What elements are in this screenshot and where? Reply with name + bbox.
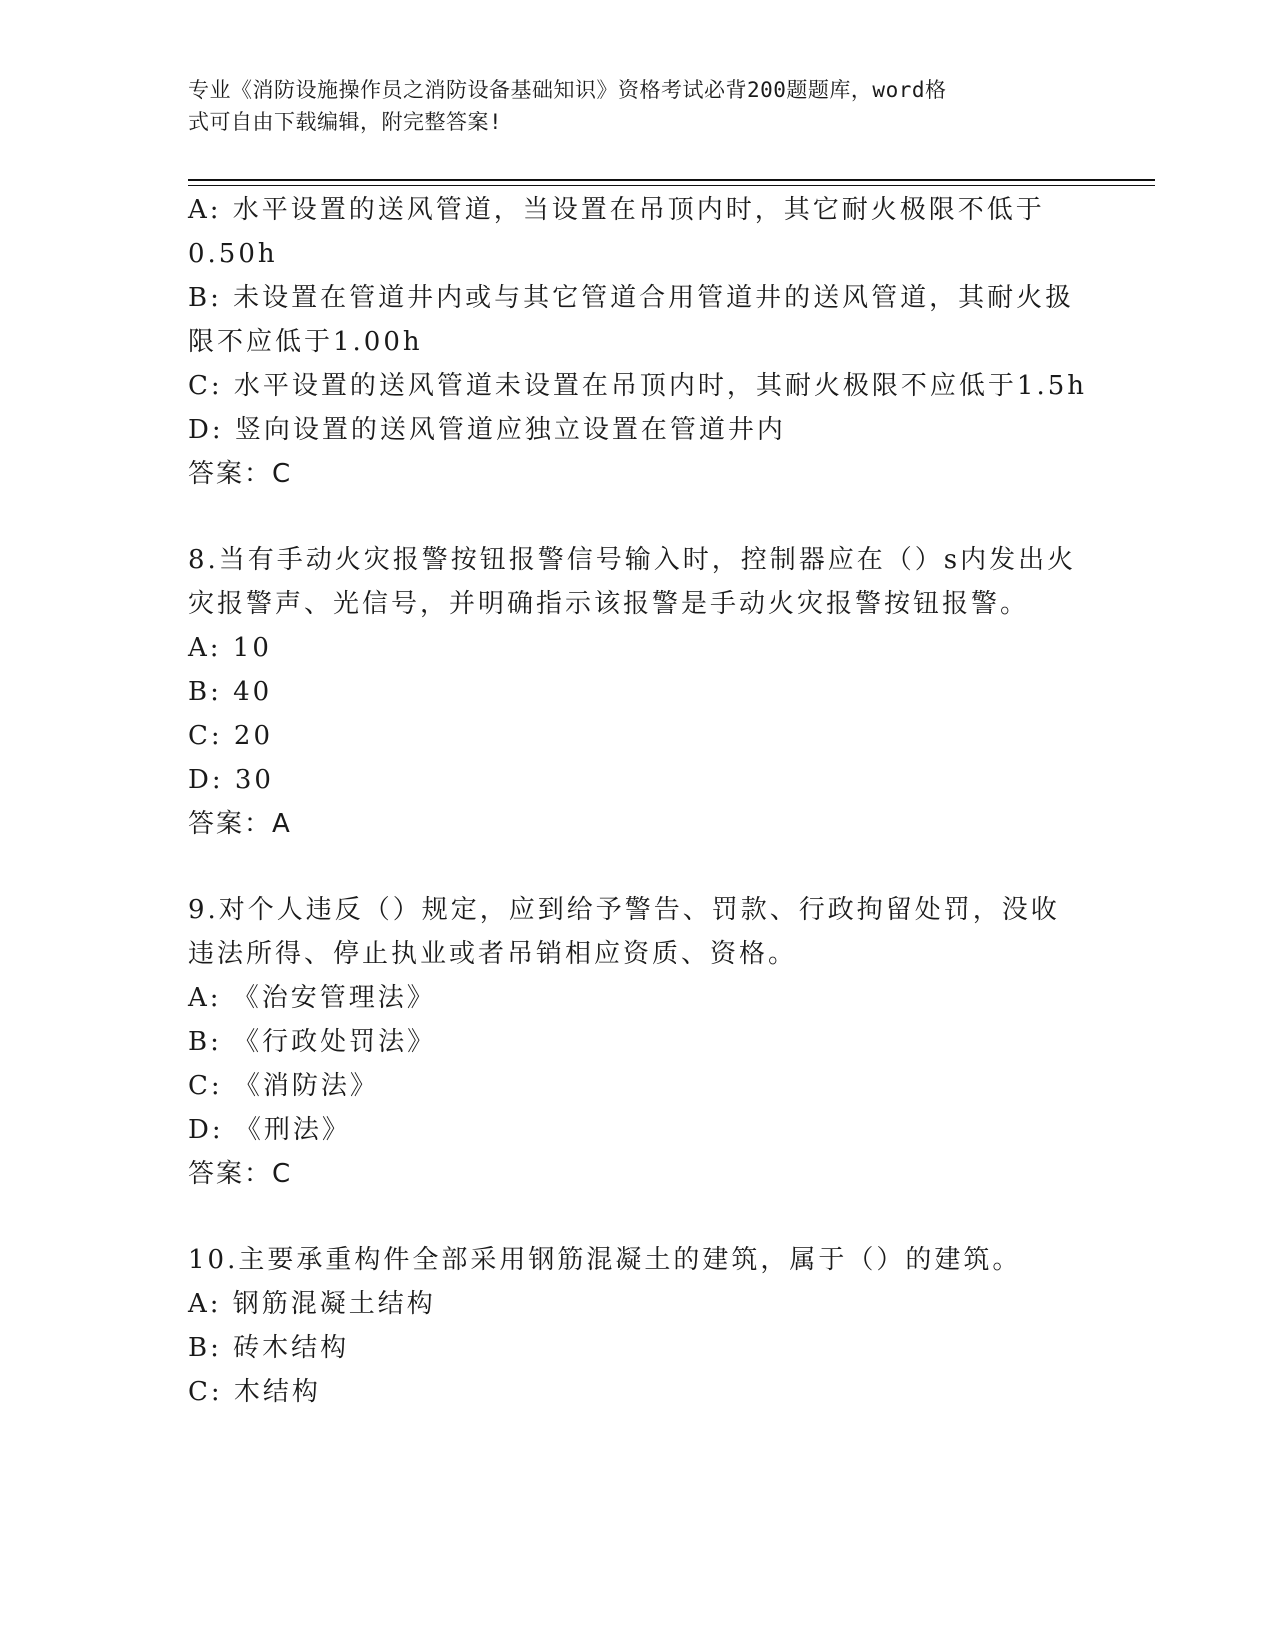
header-divider-thin [188,185,1155,186]
q10-option-a: A: 钢筋混凝土结构 [188,1289,436,1319]
q7-option-b-line-1: B: 未设置在管道井内或与其它管道合用管道井的送风管道，其耐火扱 [188,283,1075,313]
header-line-1: 专业《消防设施操作员之消防设备基础知识》资格考试必背200题题库，word格 [188,78,947,102]
q8-stem-line-2: 灾报警声、光信号，并明确指示该报警是手动火灾报警按钮报警。 [188,589,1030,619]
q9-stem-line-2: 违法所得、停止执业或者吊销相应资质、资格。 [188,939,798,969]
q9-stem-line-1: 9.对个人违反（）规定，应到给予警告、罚款、行政拘留处罚，没收 [188,895,1060,925]
q7-option-b-line-2: 限不应低于1.00h [188,327,423,357]
q8-option-c: C: 20 [188,721,274,751]
q10-option-b: B: 砖木结构 [188,1333,350,1363]
q10-stem-line-1: 10.主要承重构件全部采用钢筋混凝土的建筑，属于（）的建筑。 [188,1245,1022,1275]
q7-option-c: C: 水平设置的送风管道未设置在吊顶内时，其耐火极限不应低于1.5h [188,371,1088,401]
q8-option-a: A: 10 [188,633,272,663]
header-divider-thick [188,179,1155,181]
header-line-2: 式可自由下载编辑，附完整答案! [188,110,503,134]
q7-answer: 答案：C [188,459,293,489]
q9-answer: 答案：C [188,1159,293,1189]
q9-option-d: D: 《刑法》 [188,1115,351,1145]
document-header [188,74,1088,138]
q10-option-c: C: 木结构 [188,1377,321,1407]
q8-answer: 答案：A [188,809,292,839]
q9-option-a: A: 《治安管理法》 [188,983,436,1013]
q7-option-a-line-1: A: 水平设置的送风管道，当设置在吊顶内时，其它耐火极限不低于 [188,195,1045,225]
q8-option-d: D: 30 [188,765,274,795]
q9-option-c: C: 《消防法》 [188,1071,379,1101]
q9-option-b: B: 《行政处罚法》 [188,1027,437,1057]
q8-stem-line-1: 8.当有手动火灾报警按钮报警信号输入时，控制器应在（）s内发出火 [188,545,1077,575]
q8-option-b: B: 40 [188,677,273,707]
q7-option-d: D: 竖向设置的送风管道应独立设置在管道井内 [188,415,786,445]
q7-option-a-line-2: 0.50h [188,239,278,269]
